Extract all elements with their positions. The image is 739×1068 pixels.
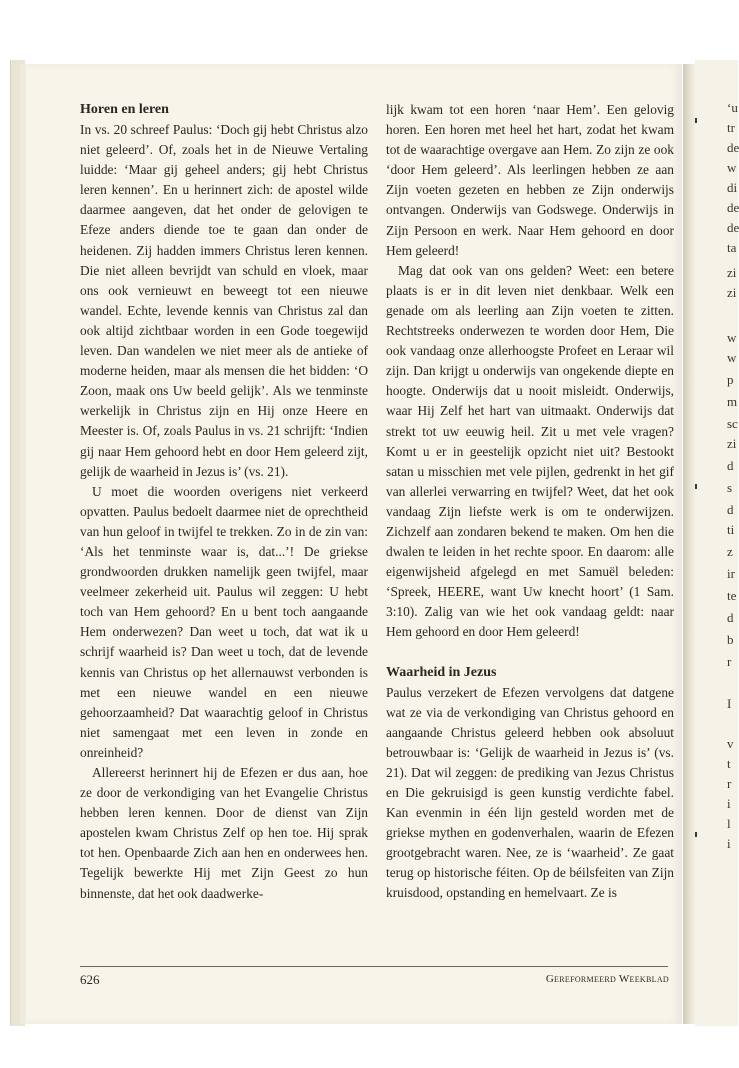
next-page-fragment: sc [727,416,738,431]
binding-mark [695,832,697,837]
next-page-fragment: de [727,200,739,215]
next-page-fragment: i [727,836,731,851]
next-page-fragment: ta [727,240,737,255]
next-page-fragment: t [727,756,731,771]
footer-rule [80,966,668,967]
binding-mark [695,484,697,489]
next-page-fragment: d [727,458,734,473]
next-page-fragment: tr [727,120,735,135]
next-page-fragment: di [727,180,738,195]
page-number: 626 [80,972,100,987]
next-page-sliver [695,60,738,1026]
running-title: Gereformeerd Weekblad [545,973,669,985]
next-page-fragment: zi [727,285,737,300]
binding-mark [695,118,697,123]
section-heading-horen-en-leren: Horen en leren [80,102,169,117]
paragraph: Mag dat ook van ons gelden? Weet: een betere plaats is er in dit leven niet denkbaar. Welk een genade om als leerling aan Zijn voeten te zitten. Rechtstreeks onderwezen te worden door Hem, Die ook vandaag onze allerhoogste Profeet en Leraar wil zijn. Dan krijgt u onderwijs van ongekende diepte en hoogte. Onderwijs dat u nooit misleidt. Onderwijs, waar Hij Zelf het hart van uitmaakt. Onderwijs dat strekt tot uw eeuwig heil. Zit u met vele vragen? Komt u er in geestelijk opzicht niet uit? Bestookt satan u misschien met vele pijlen, gedrenkt in het gif van allerlei verwarring en twijfel? Weet, dat het ook vandaag Zijn liefste werk is om te onderwijzen. Zichzelf aan zondaren bekend te maken. Om hen die dwalen te leiden in het rechte spoor. En daarom: alle eigenwijsheid afgelegd en met Samuël beleden: ‘Spreek, HEERE, want Uw knecht hoort’ (1 Sam. 3:10). Zalig van wie het ook vandaag geldt: naar Hem gehoord en door Hem geleerd! [386,262,674,640]
paragraph: Allereerst herinnert hij de Efezen er dus aan, hoe ze door de verkondiging van het Evangelie Christus hebben leren kennen. Door de dienst van Zijn apostelen kwam Christus Zelf op hen toe. Hij sprak tot hen. Openbaarde Zich aan hen en onderwees hen. Tegelijk bewerkte Hij met Zijn Geest zo hun binnenste, dat het ook daadwerke- [80,765,368,901]
left-column [80,100,368,904]
next-page-fragment: ti [727,522,735,537]
next-page-fragment: ir [727,566,735,581]
right-column [386,100,674,904]
next-page-fragment: w [727,330,737,345]
next-page-fragment: I [727,696,732,711]
next-page-fragment: l [727,816,731,831]
paragraph: U moet die woorden overigens niet verkeerd opvatten. Paulus bedoelt daarmee niet de oprechtheid van hun geloof in twijfel te trekken. Zo in de zin van: ‘Als het tenminste waar is, dat...’! De griekse grondwoorden drukken namelijk geen twijfel, maar veelmeer zekerheid uit. Paulus wil zeggen: U hebt toch van Hem gehoord? En u bent toch aangaande Hem onderwezen? Dan weet u toch, dat wat ik u schrijf waarheid is? Dan weet u toch, dat de levende kennis van Christus op het allernauwst verbonden is met een nieuwe wandel en een nieuwe gehoorzaamheid? Dat waarachtig geloof in Christus niet samengaat met een leven in zonde en onreinheid? [80,483,368,760]
next-page-fragment: zi [727,265,737,280]
next-page-fragment: w [727,350,737,365]
next-page-fragment: zi [727,436,737,451]
next-page-fragment: b [727,632,734,647]
paragraph: Paulus verzekert de Efezen vervolgens dat datgene wat ze via de verkondiging van Christus gehoord en aangaande Christus geleerd hebben ook absoluut betrouwbaar is: ‘Gelijk de waarheid in Jezus is’ (vs. 21). Dat wil zeggen: de prediking van Jezus Christus en Die gekruisigd is geen kunstig verdichte fabel. Kan evenmin in één lijn gesteld worden met de griekse mythen en godenverhalen, waarin de Efezen grootgebracht waren. Nee, ze is ‘waarheid’. Ze gaat terug op historische féiten. Op de béilsfeiten van Zijn kruisdood, opstanding en hemelvaart. Ze is [386,684,674,901]
paragraph: In vs. 20 schreef Paulus: ‘Doch gij hebt Christus alzo niet geleerd’. Of, zoals het in de Nieuwe Vertaling luidde: ‘Maar gij geheel anders; gij hebt Christus leren kennen’. En u herinnert zich: de apostel wilde daarmee aangeven, dat het onder de gelovigen te Efeze anders diende toe te gaan dan onder de heidenen. Zij hadden immers Christus leren kennen. Die niet alleen bevrijdt van schuld en vloek, maar ons ook vernieuwt en beweegt tot een nieuwe wandel. Echte, levende kennis van Christus zal dan ook altijd zichtbaar worden in een Gode toegewijd leven. Dan wandelen we niet meer als de antieke of moderne heiden, maar als mensen die het bidden: ‘O Zoon, maak ons Uw beeld gelijk’. Als we tenminste werkelijk in Christus zijn en Hij onze Heere en Meester is. Of, zoals Paulus in vs. 21 schrijft: ‘Indien gij naar Hem gehoord hebt en door Hem geleerd zijt, gelijk de waarheid in Jezus is’ (vs. 21). [80,122,368,479]
next-page-fragment: m [727,394,738,409]
next-page-fragment: z [727,544,733,559]
next-page-fragment: p [727,372,734,387]
next-page-fragment: w [727,160,737,175]
paragraph: lijk kwam tot een horen ‘naar Hem’. Een gelovig horen. Een horen met heel het hart, zodat het kwam tot de waarachtige overgave aan Hem. Zo zijn ze ook ‘door Hem geleerd’. Als leerlingen hebben ze aan Zijn voeten gezeten en hebben ze Zijn onderwijs ontvangen. Onderwijs van Godswege. Onderwijs in Zijn Persoon en werk. Naar Hem gehoord en door Hem geleerd! [386,102,674,258]
next-page-fragment: s [727,480,733,495]
book-gutter [683,64,695,1024]
next-page-fragment: d [727,610,734,625]
next-page-fragment: ‘u [727,100,738,115]
next-page-fragment: de [727,220,739,235]
next-page-fragment: d [727,502,734,517]
next-page-fragment: r [727,776,732,791]
next-page-fragment: de [727,140,739,155]
next-page-fragment: te [727,588,737,603]
section-heading-waarheid-in-jezus: Waarheid in Jezus [386,664,497,680]
next-page-fragment: i [727,796,731,811]
next-page-fragment: r [727,654,732,669]
next-page-fragment: v [727,736,734,751]
